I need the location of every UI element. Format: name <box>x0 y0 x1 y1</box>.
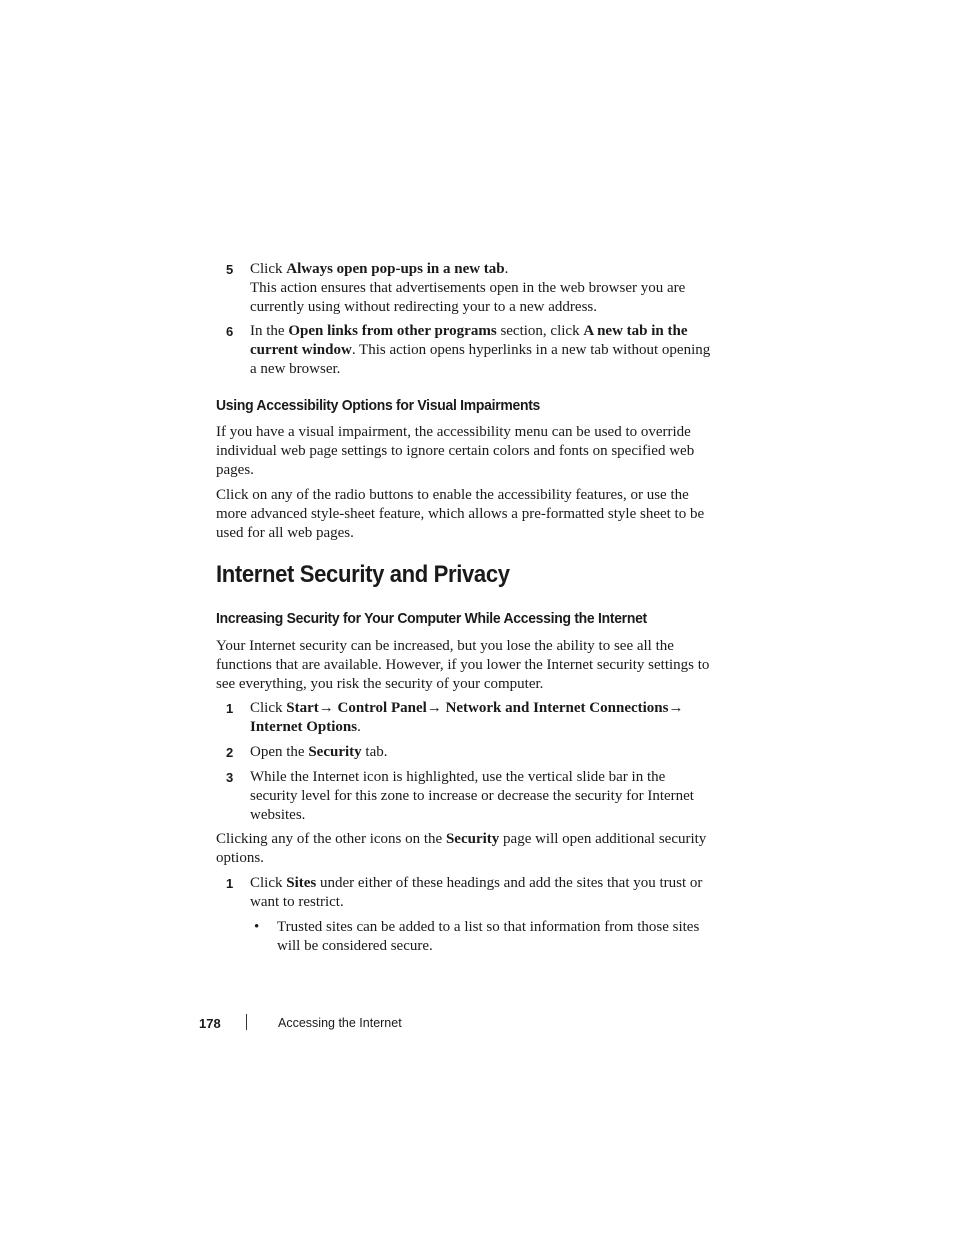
step-number: 6 <box>226 324 233 339</box>
paragraph: Clicking any of the other icons on the Security page will open additional security options. <box>216 831 707 866</box>
section-heading-security: Increasing Security for Your Computer While Accessing the Internet <box>216 610 647 627</box>
step-number: 2 <box>226 745 233 760</box>
step-text: Click Start→ Control Panel→ Network and Internet Connections→ Internet Options. <box>250 700 684 735</box>
paragraph: Your Internet security can be increased, but you lose the ability to see all the functions that are available. However, if you lower the Internet security settings to see everything, you risk the security of your computer. <box>216 638 710 692</box>
ui-label: A new tab in the current window <box>250 323 688 358</box>
footer-chapter-title: Accessing the Internet <box>278 1016 402 1030</box>
arrow-icon: → <box>426 700 442 716</box>
ui-label: Security <box>445 831 500 847</box>
step-text: While the Internet icon is highlighted, use the vertical slide bar in the security level for this zone to increase or decrease the security for Internet websites. <box>250 769 694 823</box>
step-text: In the Open links from other programs section, click A new tab in the current window. This action opens hyperlinks in a new tab without opening a new browser. <box>250 323 711 377</box>
step-number: 1 <box>226 876 233 891</box>
footer-divider <box>246 1014 247 1030</box>
step-number: 3 <box>226 770 233 785</box>
step-text: Open the Security tab. <box>250 744 388 760</box>
ui-label: Security <box>308 744 362 760</box>
step-number: 5 <box>226 262 233 277</box>
ui-label: Start <box>286 700 319 716</box>
ui-label: Open links from other programs <box>288 323 497 339</box>
arrow-icon: → <box>668 700 684 716</box>
ui-label: Control Panel <box>333 700 427 716</box>
ui-label: Sites <box>286 875 317 891</box>
ui-label: Always open pop-ups in a new tab <box>286 261 505 277</box>
bullet-icon: • <box>254 919 260 935</box>
page-number: 178 <box>199 1016 221 1031</box>
step-text: Click Sites under either of these headings and add the sites that you trust or want to restrict. <box>250 875 703 910</box>
step-description: This action ensures that advertisements open in the web browser you are currently using without redirecting your to a new address. <box>250 280 686 315</box>
bullet-text: Trusted sites can be added to a list so that information from those sites will be considered secure. <box>277 919 700 954</box>
step-number: 1 <box>226 701 233 716</box>
ui-label: Internet Options <box>250 719 358 735</box>
arrow-icon: → <box>318 700 334 716</box>
paragraph: Click on any of the radio buttons to enable the accessibility features, or use the more advanced style-sheet feature, which allows a pre-formatted style sheet to be used for all web pages. <box>216 487 705 541</box>
paragraph: If you have a visual impairment, the accessibility menu can be used to override individual web page settings to ignore certain colors and fonts on specified web pages. <box>216 424 695 478</box>
ui-label: Network and Internet Connections <box>441 700 669 716</box>
section-heading-accessibility: Using Accessibility Options for Visual Impairments <box>216 397 541 414</box>
chapter-heading: Internet Security and Privacy <box>216 561 510 588</box>
step-text: Click Always open pop-ups in a new tab. This action ensures that advertisements open in the web browser you are currently using without redirecting your to a new address. <box>250 261 686 315</box>
